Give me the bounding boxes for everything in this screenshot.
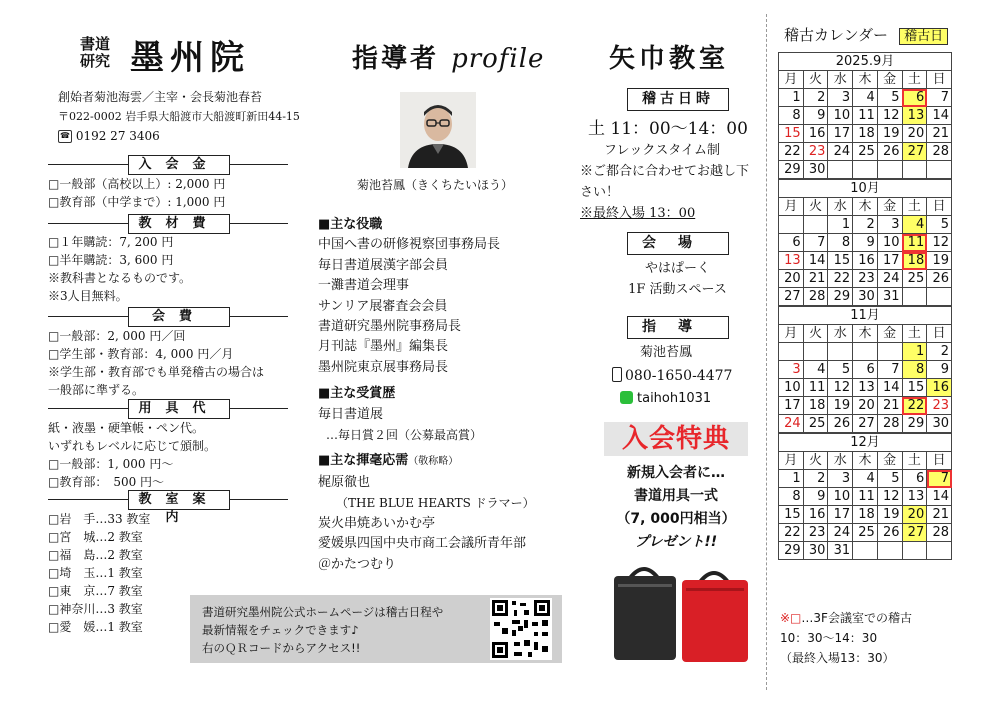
venue-info bbox=[600, 258, 755, 300]
calendar-day: 25 bbox=[853, 524, 878, 542]
calendar-day: 31 bbox=[877, 288, 902, 306]
classes-lines bbox=[48, 510, 150, 636]
calendar-day: 24 bbox=[828, 524, 853, 542]
award-item: 毎日書道展 bbox=[318, 406, 384, 422]
works-heading bbox=[318, 451, 535, 472]
promo-line: （7, 000円相当） bbox=[616, 511, 736, 527]
profile-title-jp: 指導者 bbox=[352, 44, 440, 74]
calendar-day: 17 bbox=[877, 252, 902, 270]
weekday-header: 土 bbox=[902, 198, 927, 216]
tools-heading: 用具代 bbox=[128, 399, 230, 419]
calendar-day: 21 bbox=[803, 270, 828, 288]
calendar-empty-cell bbox=[803, 216, 828, 234]
calendar-day: 16 bbox=[927, 379, 952, 397]
venue-heading: 会場 bbox=[627, 232, 729, 255]
tools-line: □一般部：1, 000 円～ bbox=[48, 457, 174, 471]
material-lines bbox=[48, 233, 191, 305]
calendar-day: 24 bbox=[877, 270, 902, 288]
calendar-day: 7 bbox=[877, 361, 902, 379]
tools-lines bbox=[48, 419, 216, 491]
time-notes bbox=[580, 140, 749, 224]
calendar-day: 8 bbox=[828, 234, 853, 252]
column-divider bbox=[766, 14, 767, 690]
material-line: ※3人目無料。 bbox=[48, 289, 128, 303]
calendar-day: 26 bbox=[877, 143, 902, 161]
weekday-header: 月 bbox=[779, 71, 804, 89]
calendar-day: 22 bbox=[902, 397, 927, 415]
weekday-header: 土 bbox=[902, 71, 927, 89]
calendar-day: 4 bbox=[902, 216, 927, 234]
mobile-phone-icon bbox=[612, 367, 622, 382]
promo-title: 入会特典 bbox=[621, 424, 730, 454]
profile-roles bbox=[318, 215, 535, 575]
venue-name: やはぱーく bbox=[644, 261, 710, 276]
tools-line: いずれもレベルに応じて頒制。 bbox=[48, 439, 217, 453]
tel-number[interactable]: 080-1650-4477 bbox=[625, 368, 733, 384]
calendar-day: 9 bbox=[853, 234, 878, 252]
calendar-day: 12 bbox=[877, 107, 902, 125]
calendar-day: 2 bbox=[803, 89, 828, 107]
monthly-line: ※学生部・教育部でも単発稽古の場合は bbox=[48, 365, 265, 379]
calendar-day: 13 bbox=[779, 252, 804, 270]
calendar-day: 29 bbox=[828, 288, 853, 306]
calendar-day: 19 bbox=[877, 125, 902, 143]
calendar-day: 14 bbox=[877, 379, 902, 397]
class-line: □福 島…2 教室 bbox=[48, 548, 143, 562]
calendar-day: 18 bbox=[902, 252, 927, 270]
monthly-line: 一般部に準ずる。 bbox=[48, 383, 145, 397]
calendar-empty-cell bbox=[927, 542, 952, 560]
calendar-day: 10 bbox=[828, 107, 853, 125]
profile-title-en: profile bbox=[451, 44, 545, 74]
calendar-day: 6 bbox=[779, 234, 804, 252]
calendar-empty-cell bbox=[927, 288, 952, 306]
calendar-empty-cell bbox=[828, 343, 853, 361]
phone-number: 0192 27 3406 bbox=[75, 129, 160, 143]
role-item: 書道研究墨州院事務局長 bbox=[318, 319, 462, 335]
calendar-day: 26 bbox=[828, 415, 853, 433]
calendar-day: 17 bbox=[828, 125, 853, 143]
calendar-day: 13 bbox=[902, 107, 927, 125]
calendar-day: 14 bbox=[927, 107, 952, 125]
monthly-line: □学生部・教育部：4, 000 円／月 bbox=[48, 347, 234, 361]
calendar-day: 3 bbox=[828, 470, 853, 488]
weekday-header: 火 bbox=[803, 325, 828, 343]
weekday-header: 木 bbox=[853, 325, 878, 343]
weekday-header: 水 bbox=[828, 325, 853, 343]
calendar-note-line: 10：30～14：30 bbox=[780, 631, 878, 645]
weekday-header: 月 bbox=[779, 198, 804, 216]
profile-name: 菊池苔鳳（きくちたいほう） bbox=[357, 178, 514, 192]
calendar-day: 22 bbox=[779, 524, 804, 542]
tag-bottom: 研究 bbox=[80, 52, 111, 70]
calendar-title: 稽古カレンダー bbox=[784, 26, 889, 44]
calendar-empty-cell bbox=[902, 542, 927, 560]
weekday-header: 日 bbox=[927, 452, 952, 470]
calendar-day: 19 bbox=[877, 506, 902, 524]
calendar-empty-cell bbox=[828, 161, 853, 179]
calendar-day: 7 bbox=[927, 470, 952, 488]
calendar-day: 27 bbox=[779, 288, 804, 306]
banner-line: 右のＱＲコードからアクセス!! bbox=[202, 641, 361, 655]
calendar-day: 1 bbox=[779, 470, 804, 488]
awards-heading: ■主な受賞歴 bbox=[318, 386, 396, 402]
role-item: 中国へ書の研修視察団事務局長 bbox=[318, 237, 501, 253]
address-line: 〒022-0002 岩手県大船渡市大船渡町新田44-15 bbox=[58, 110, 300, 123]
note-text: …3F会議室での稽古 bbox=[801, 611, 912, 625]
calendar-legend: 稽古日 bbox=[899, 28, 948, 45]
calendar-empty-cell bbox=[902, 288, 927, 306]
calendar-day: 12 bbox=[828, 379, 853, 397]
calendar-day: 15 bbox=[828, 252, 853, 270]
calendar-day: 28 bbox=[927, 143, 952, 161]
calendar-day: 9 bbox=[803, 107, 828, 125]
calendar-day: 22 bbox=[828, 270, 853, 288]
month-label: 11月 bbox=[779, 307, 952, 325]
calendar-day: 29 bbox=[779, 542, 804, 560]
weekday-header: 木 bbox=[853, 198, 878, 216]
calendar-day: 8 bbox=[902, 361, 927, 379]
portrait-photo bbox=[400, 92, 476, 168]
calendar-day: 7 bbox=[803, 234, 828, 252]
work-item: （THE BLUE HEARTS ドラマー） bbox=[336, 496, 535, 511]
calendar-day: 23 bbox=[853, 270, 878, 288]
calendar-empty-cell bbox=[779, 343, 804, 361]
month-label: 2025.9月 bbox=[779, 53, 952, 71]
calendar-day: 15 bbox=[779, 125, 804, 143]
weekday-header: 水 bbox=[828, 71, 853, 89]
calendar-day: 4 bbox=[803, 361, 828, 379]
monthly-heading: 会費 bbox=[128, 307, 230, 327]
weekday-header: 土 bbox=[902, 452, 927, 470]
calendar-empty-cell bbox=[877, 161, 902, 179]
calendar-day: 20 bbox=[853, 397, 878, 415]
calendar-day: 30 bbox=[803, 542, 828, 560]
tools-line: 紙・液墨・硬筆帳・ペン代。 bbox=[48, 421, 205, 435]
enroll-heading: 入会金 bbox=[128, 155, 230, 175]
qr-code-icon bbox=[490, 598, 552, 660]
weekday-header: 土 bbox=[902, 325, 927, 343]
classes-heading: 教室案内 bbox=[128, 490, 230, 510]
promo-title-box bbox=[604, 422, 748, 456]
calendar-day: 10 bbox=[828, 488, 853, 506]
calendar-month bbox=[778, 179, 952, 306]
banner-line: 最新情報をチェックできます♪ bbox=[202, 623, 359, 637]
calendar-month bbox=[778, 306, 952, 433]
tool-bags-image bbox=[608, 562, 758, 666]
calendar-day: 1 bbox=[779, 89, 804, 107]
calendar-day: 19 bbox=[927, 252, 952, 270]
weekday-header: 火 bbox=[803, 71, 828, 89]
teacher-name: 菊池苔鳳 bbox=[640, 345, 693, 360]
material-heading: 教材費 bbox=[128, 214, 230, 234]
calendar-day: 6 bbox=[853, 361, 878, 379]
calendar-empty-cell bbox=[877, 542, 902, 560]
promo-line: 新規入会者に… bbox=[627, 465, 725, 481]
calendar-day: 23 bbox=[803, 524, 828, 542]
homepage-banner bbox=[190, 595, 562, 663]
time-heading: 稽古日時 bbox=[627, 88, 729, 111]
weekday-header: 金 bbox=[877, 71, 902, 89]
calendar-day: 27 bbox=[902, 524, 927, 542]
phone-icon: ☎ bbox=[58, 130, 72, 143]
calendar-note bbox=[780, 608, 912, 668]
calendar-day: 15 bbox=[902, 379, 927, 397]
calendar-day: 1 bbox=[828, 216, 853, 234]
role-item: 墨州院東京展事務局長 bbox=[318, 359, 449, 375]
calendar-day: 23 bbox=[927, 397, 952, 415]
tag-top: 書道 bbox=[80, 35, 111, 53]
portrait-icon bbox=[400, 92, 476, 168]
work-item: 炭火串焼あいかむ亭 bbox=[318, 515, 436, 531]
weekday-header: 火 bbox=[803, 198, 828, 216]
calendar-empty-cell bbox=[927, 161, 952, 179]
profile-title bbox=[352, 38, 544, 75]
class-line: □宮 城…2 教室 bbox=[48, 530, 143, 544]
phone-line bbox=[58, 127, 160, 146]
time-note: さい！ bbox=[580, 185, 620, 200]
calendar-day: 8 bbox=[779, 107, 804, 125]
enroll-lines bbox=[48, 175, 225, 211]
role-item: サンリア展審査会会員 bbox=[318, 298, 448, 314]
works-heading-text: ■主な揮毫応需 bbox=[318, 453, 409, 469]
weekday-header: 木 bbox=[853, 71, 878, 89]
calendar-day: 1 bbox=[902, 343, 927, 361]
calendar-day: 18 bbox=[853, 506, 878, 524]
calendar-day: 8 bbox=[779, 488, 804, 506]
role-item: 一灘書道会理事 bbox=[318, 278, 410, 294]
venue-room: 1F 活動スペース bbox=[628, 282, 727, 297]
calendar-day: 21 bbox=[927, 125, 952, 143]
enroll-line: □教育部（中学まで）: 1,000 円 bbox=[48, 195, 226, 209]
work-item: 愛媛県四国中央市商工会議所青年部 bbox=[318, 536, 527, 552]
monthly-lines bbox=[48, 327, 264, 399]
banner-text bbox=[202, 603, 443, 657]
banner-line: 書道研究墨州院公式ホームページは稽古日程や bbox=[202, 605, 444, 619]
calendar-day: 21 bbox=[927, 506, 952, 524]
calendar-day: 6 bbox=[902, 89, 927, 107]
weekday-header: 火 bbox=[803, 452, 828, 470]
calendar-day: 14 bbox=[927, 488, 952, 506]
weekday-header: 月 bbox=[779, 325, 804, 343]
calendar-day: 28 bbox=[877, 415, 902, 433]
brand-title: 墨州院 bbox=[130, 38, 250, 78]
calendar-day: 18 bbox=[803, 397, 828, 415]
founder-line: 創始者菊池海雲／主宰・会長菊池春苔 bbox=[58, 90, 263, 104]
calendar-day: 25 bbox=[803, 415, 828, 433]
weekday-header: 金 bbox=[877, 325, 902, 343]
calendar-day: 10 bbox=[779, 379, 804, 397]
calendar-day: 31 bbox=[828, 542, 853, 560]
calendar-day: 25 bbox=[853, 143, 878, 161]
material-line: □半年購読：3, 600 円 bbox=[48, 253, 174, 267]
weekday-header: 月 bbox=[779, 452, 804, 470]
teacher-heading: 指導 bbox=[627, 316, 729, 339]
material-line: ※教科書となるものです。 bbox=[48, 271, 192, 285]
tel-line bbox=[612, 367, 732, 384]
calendar-day: 18 bbox=[853, 125, 878, 143]
calendar-day: 16 bbox=[803, 125, 828, 143]
calendar-day: 30 bbox=[803, 161, 828, 179]
calendar-day: 12 bbox=[877, 488, 902, 506]
calendar-day: 20 bbox=[902, 125, 927, 143]
calendar-month bbox=[778, 52, 952, 179]
material-line: □１年購読：7, 200 円 bbox=[48, 235, 174, 249]
calendar-day: 11 bbox=[853, 107, 878, 125]
calendar-day: 16 bbox=[803, 506, 828, 524]
calendar-day: 17 bbox=[779, 397, 804, 415]
time-note: ※ご都合に合わせてお越し下 bbox=[580, 164, 750, 179]
flex-note: フレックスタイム制 bbox=[604, 143, 720, 158]
calendar-day: 29 bbox=[779, 161, 804, 179]
calendar-day: 2 bbox=[803, 470, 828, 488]
weekday-header: 日 bbox=[927, 71, 952, 89]
calendar-day: 15 bbox=[779, 506, 804, 524]
header-tag bbox=[80, 36, 110, 70]
weekday-header: 水 bbox=[828, 198, 853, 216]
calendar-day: 26 bbox=[877, 524, 902, 542]
calendar-day: 19 bbox=[828, 397, 853, 415]
calendar-day: 2 bbox=[927, 343, 952, 361]
calendar-day: 29 bbox=[902, 415, 927, 433]
promo-line: 書道用具一式 bbox=[634, 488, 718, 504]
work-item: 梶原徹也 bbox=[318, 474, 371, 490]
bag-icon bbox=[608, 562, 758, 666]
calendar-day: 13 bbox=[853, 379, 878, 397]
calendar-day: 30 bbox=[853, 288, 878, 306]
red-square-icon: ※□ bbox=[780, 611, 802, 625]
calendar-day: 24 bbox=[828, 143, 853, 161]
calendar-empty-cell bbox=[853, 161, 878, 179]
last-entry: ※最終入場 13：00 bbox=[580, 206, 696, 221]
calendar-day: 11 bbox=[803, 379, 828, 397]
promo-line: プレゼント!! bbox=[634, 534, 718, 550]
weekday-header: 金 bbox=[877, 452, 902, 470]
calendar-empty-cell bbox=[779, 216, 804, 234]
class-line: □神奈川…3 教室 bbox=[48, 602, 143, 616]
calendar-day: 20 bbox=[779, 270, 804, 288]
calendar-day: 4 bbox=[853, 89, 878, 107]
calendar-empty-cell bbox=[803, 343, 828, 361]
calendar-day: 5 bbox=[927, 216, 952, 234]
calendar-day: 7 bbox=[927, 89, 952, 107]
weekday-header: 日 bbox=[927, 198, 952, 216]
calendar-day: 25 bbox=[902, 270, 927, 288]
calendar-empty-cell bbox=[853, 542, 878, 560]
line-id bbox=[620, 391, 711, 406]
calendar-day: 13 bbox=[902, 488, 927, 506]
class-line: □埼 玉…1 教室 bbox=[48, 566, 143, 580]
classroom-title: 矢巾教室 bbox=[609, 44, 730, 74]
calendar bbox=[778, 52, 952, 560]
weekday-header: 日 bbox=[927, 325, 952, 343]
month-label: 12月 bbox=[779, 434, 952, 452]
calendar-day: 27 bbox=[853, 415, 878, 433]
calendar-day: 27 bbox=[902, 143, 927, 161]
work-item: ＠かたつむり bbox=[318, 556, 397, 572]
weekday-header: 金 bbox=[877, 198, 902, 216]
class-line: □愛 媛…1 教室 bbox=[48, 620, 143, 634]
calendar-note-line bbox=[780, 608, 912, 628]
calendar-day: 16 bbox=[853, 252, 878, 270]
tools-line: □教育部： 500 円～ bbox=[48, 475, 165, 489]
calendar-day: 30 bbox=[927, 415, 952, 433]
calendar-empty-cell bbox=[877, 343, 902, 361]
calendar-day: 21 bbox=[877, 397, 902, 415]
calendar-day: 3 bbox=[779, 361, 804, 379]
calendar-day: 14 bbox=[803, 252, 828, 270]
monthly-line: □一般部：2, 000 円／回 bbox=[48, 329, 186, 343]
roles-heading: ■主な役職 bbox=[318, 217, 383, 232]
calendar-day: 10 bbox=[877, 234, 902, 252]
weekday-header: 水 bbox=[828, 452, 853, 470]
month-label: 10月 bbox=[779, 180, 952, 198]
calendar-header bbox=[784, 24, 948, 45]
calendar-day: 5 bbox=[828, 361, 853, 379]
calendar-day: 28 bbox=[803, 288, 828, 306]
teacher-info bbox=[640, 342, 692, 363]
promo-text bbox=[596, 462, 756, 554]
calendar-day: 17 bbox=[828, 506, 853, 524]
calendar-day: 24 bbox=[779, 415, 804, 433]
class-line: □東 京…7 教室 bbox=[48, 584, 143, 598]
calendar-day: 6 bbox=[902, 470, 927, 488]
role-item: 毎日書道展漢字部会員 bbox=[318, 257, 449, 273]
calendar-day: 4 bbox=[853, 470, 878, 488]
calendar-empty-cell bbox=[902, 161, 927, 179]
line-id-text[interactable]: taihoh1031 bbox=[637, 391, 712, 406]
calendar-day: 28 bbox=[927, 524, 952, 542]
calendar-note-line: （最終入場13：30） bbox=[780, 651, 895, 665]
role-item: 月刊誌『墨州』編集長 bbox=[318, 339, 449, 355]
calendar-day: 22 bbox=[779, 143, 804, 161]
calendar-month bbox=[778, 433, 952, 560]
calendar-day: 23 bbox=[803, 143, 828, 161]
calendar-day: 20 bbox=[902, 506, 927, 524]
calendar-day: 9 bbox=[803, 488, 828, 506]
calendar-day: 9 bbox=[927, 361, 952, 379]
calendar-day: 12 bbox=[927, 234, 952, 252]
award-item: …毎日賞２回（公募最高賞） bbox=[326, 428, 483, 443]
calendar-day: 5 bbox=[877, 470, 902, 488]
line-app-icon bbox=[620, 391, 633, 404]
calendar-day: 11 bbox=[902, 234, 927, 252]
class-line: □岩 手…33 教室 bbox=[48, 512, 151, 526]
works-note: （敬称略） bbox=[408, 456, 459, 468]
qr-code[interactable] bbox=[490, 598, 552, 660]
calendar-day: 2 bbox=[853, 216, 878, 234]
calendar-day: 11 bbox=[853, 488, 878, 506]
calendar-day: 3 bbox=[877, 216, 902, 234]
class-time: 土 11：00～14：00 bbox=[588, 119, 748, 139]
calendar-empty-cell bbox=[853, 343, 878, 361]
calendar-day: 3 bbox=[828, 89, 853, 107]
calendar-day: 5 bbox=[877, 89, 902, 107]
calendar-day: 26 bbox=[927, 270, 952, 288]
weekday-header: 木 bbox=[853, 452, 878, 470]
enroll-line: □一般部（高校以上）: 2,000 円 bbox=[48, 177, 226, 191]
